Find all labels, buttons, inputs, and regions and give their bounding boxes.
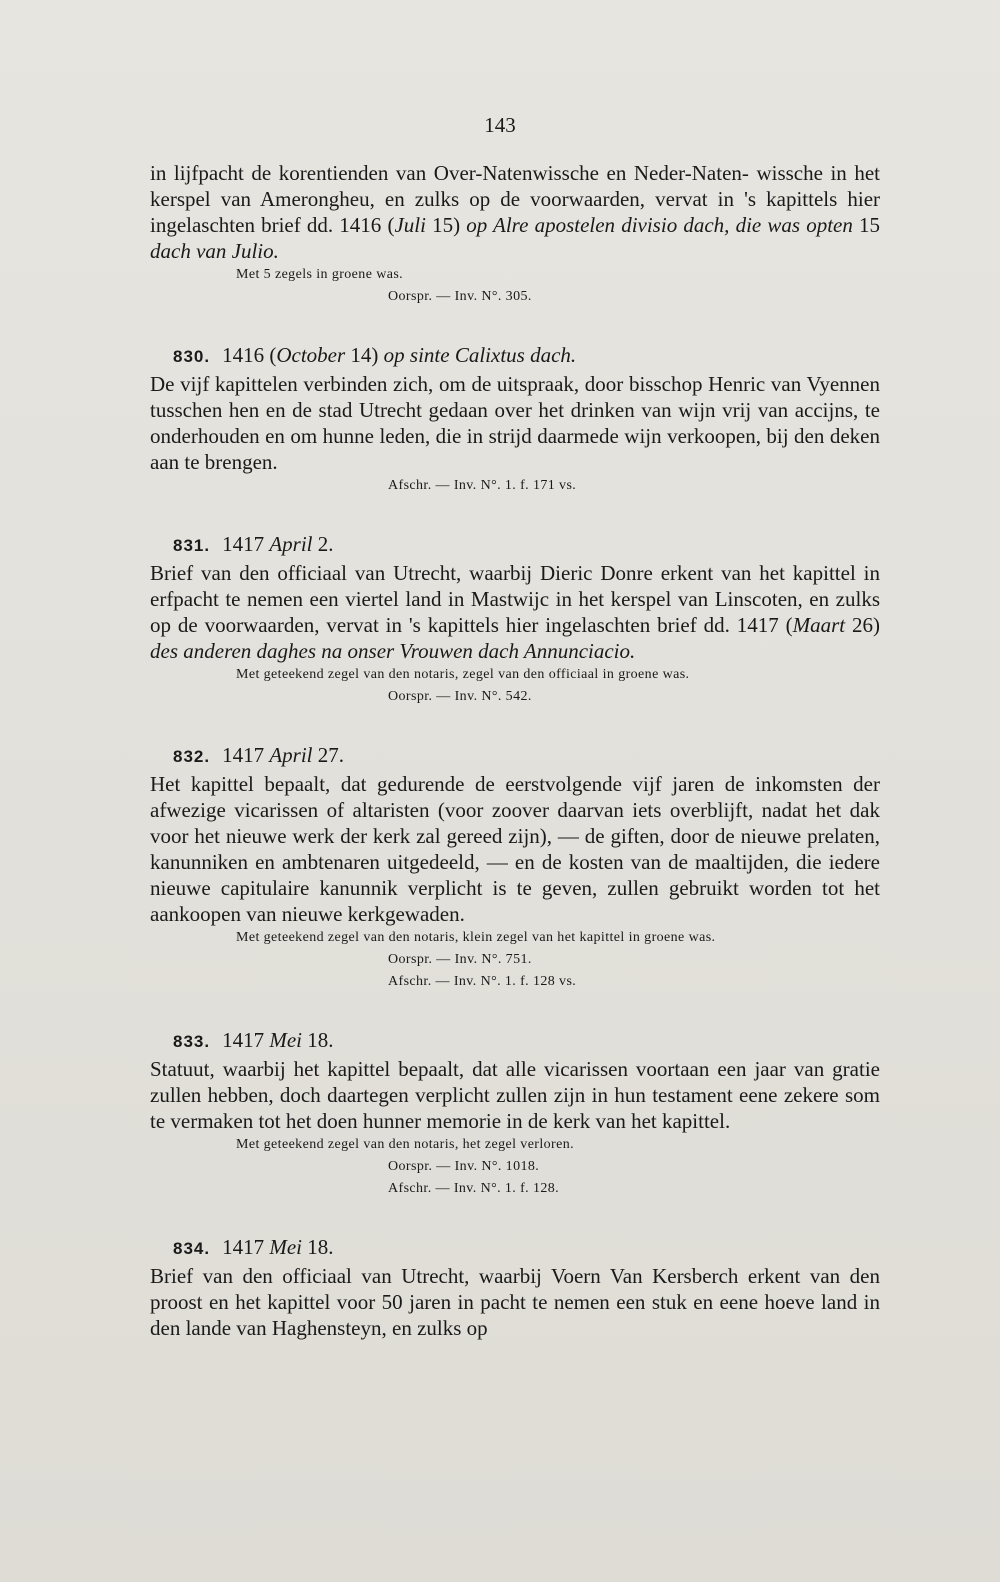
continuation-line-2: wissche in het kerspel van Amerongheu, en zulks op de voorwaarden, bbox=[150, 161, 880, 211]
entry-year: 1417 bbox=[222, 532, 270, 556]
source-reference: Afschr. — Inv. N°. 1. f. 128 vs. bbox=[388, 974, 577, 989]
entry-heading bbox=[150, 1026, 880, 1056]
entry-832 bbox=[150, 741, 880, 993]
continuation-quote-1: op Alre bbox=[466, 213, 529, 237]
entry-text: De vijf kapittelen verbinden zich, om de uitspraak, door bisschop Henric van Vyennen tusschen hen en de stad Utrecht gedaan over het drinken van wijn vrij van accijns, te onderhouden en om hunne leden, die in strijd daarmede wijn verkoopen, bij den deken aan te brengen. bbox=[150, 372, 880, 474]
continuation-quote-2: apostelen divisio dach, die was opten bbox=[534, 213, 853, 237]
seal-description: Met geteekend zegel van den notaris, zegel van den officiaal in groene was. bbox=[236, 667, 690, 682]
entry-day: 18. bbox=[302, 1028, 334, 1052]
entry-number: 830. bbox=[173, 347, 211, 366]
entry-day: 18. bbox=[302, 1235, 334, 1259]
entry-day: 14) bbox=[345, 343, 384, 367]
entry-830 bbox=[150, 341, 880, 497]
entry-text-month: Maart bbox=[792, 613, 846, 637]
entry-number: 834. bbox=[173, 1239, 211, 1258]
entry-number: 832. bbox=[173, 747, 211, 766]
entry-834 bbox=[150, 1233, 880, 1341]
entry-text: Statuut, waarbij het kapittel bepaalt, dat alle vicarissen voortaan een jaar van gratie zullen hebben, doch daartegen verplicht zullen zijn in hun testament eene zekere som te vermaken tot het doen hunner memorie in de kerk van het kapittel. bbox=[150, 1057, 880, 1133]
entry-day: 27. bbox=[312, 743, 345, 767]
entry-feast: op sinte Calixtus dach. bbox=[383, 343, 577, 367]
entry-text: Het kapittel bepaalt, dat gedurende de eerstvolgende vijf jaren de inkomsten der afwezige vicarissen of altaristen (voor zoover daarvan iets overblijft, nadat het dak voor het nieuwe werk der kerk zal gereed zijn), — de giften, door de nieuwe prelaten, kanunniken en ambtenaren uitgedeeld, — en de kosten van de maaltijden, die iedere nieuwe capitulaire kanunnik verplicht is te geven, zullen gebruikt worden tot het aankoopen van nieuwe kerkgewaden. bbox=[150, 772, 880, 926]
entry-number: 831. bbox=[173, 536, 211, 555]
entry-year: 1416 ( bbox=[222, 343, 277, 367]
entry-text-main: Brief van den officiaal van Utrecht, waarbij Dieric Donre erkent van het kapittel in erfpacht te nemen een viertel land in Mastwijc in het kerspel van Linscoten, en zulks op de voorwaarden, vervat in 's kapittels hier ingelaschten brief dd. 1417 ( bbox=[150, 561, 880, 637]
entry-year: 1417 bbox=[222, 743, 270, 767]
body-text bbox=[150, 160, 880, 1341]
source-reference: Oorspr. — Inv. N°. 751. bbox=[388, 952, 532, 967]
entry-day: 2. bbox=[312, 532, 334, 556]
source-reference: Afschr. — Inv. N°. 1. f. 171 vs. bbox=[388, 478, 577, 493]
entry-heading bbox=[150, 1233, 880, 1263]
entry-833 bbox=[150, 1026, 880, 1200]
source-reference: Oorspr. — Inv. N°. 1018. bbox=[388, 1159, 540, 1174]
entry-heading bbox=[150, 741, 880, 771]
entry-month: October bbox=[276, 343, 346, 367]
page-number: 143 bbox=[484, 113, 516, 137]
continuation-text bbox=[150, 160, 880, 264]
entry-text: Brief van den officiaal van Utrecht, waarbij Voern Van Kersberch erkent van den proost en het kapittel voor 50 jaren in pacht te nemen een stuk en eene hoeve land in den lande van Haghensteyn, en zulks op bbox=[150, 1264, 880, 1340]
continuation-date-day: 15) bbox=[425, 213, 467, 237]
continuation-entry bbox=[150, 160, 880, 308]
continuation-date-month: Juli bbox=[394, 213, 426, 237]
entry-heading bbox=[150, 341, 880, 371]
entry-heading bbox=[150, 530, 880, 560]
entry-month: April bbox=[269, 743, 313, 767]
seal-description: Met geteekend zegel van den notaris, het zegel verloren. bbox=[236, 1137, 575, 1152]
source-reference: Afschr. — Inv. N°. 1. f. 128. bbox=[388, 1181, 560, 1196]
continuation-line-1: in lijfpacht de korentienden van Over-Natenwissche en Neder-Naten- bbox=[150, 161, 749, 185]
continuation-quote-day: 15 bbox=[852, 213, 881, 237]
seal-description: Met geteekend zegel van den notaris, klein zegel van het kapittel in groene was. bbox=[236, 930, 716, 945]
entry-831 bbox=[150, 530, 880, 708]
continuation-quote-end: dach van Julio. bbox=[150, 239, 279, 263]
entry-month: Mei bbox=[269, 1028, 302, 1052]
entry-text-day: 26) bbox=[845, 613, 880, 637]
entry-month: Mei bbox=[269, 1235, 302, 1259]
entry-year: 1417 bbox=[222, 1235, 270, 1259]
source-reference: Oorspr. — Inv. N°. 542. bbox=[388, 689, 532, 704]
continuation-line-3: vervat in 's kapittels hier ingelaschten brief dd. 1416 ( bbox=[150, 187, 881, 237]
entry-number: 833. bbox=[173, 1032, 211, 1051]
entry-text-quote: des anderen daghes na onser Vrouwen dach Annunciacio. bbox=[150, 639, 636, 663]
entry-year: 1417 bbox=[222, 1028, 270, 1052]
entry-text bbox=[150, 560, 880, 664]
source-reference: Oorspr. — Inv. N°. 305. bbox=[388, 289, 532, 304]
entry-month: April bbox=[269, 532, 313, 556]
seal-description: Met 5 zegels in groene was. bbox=[236, 267, 404, 282]
